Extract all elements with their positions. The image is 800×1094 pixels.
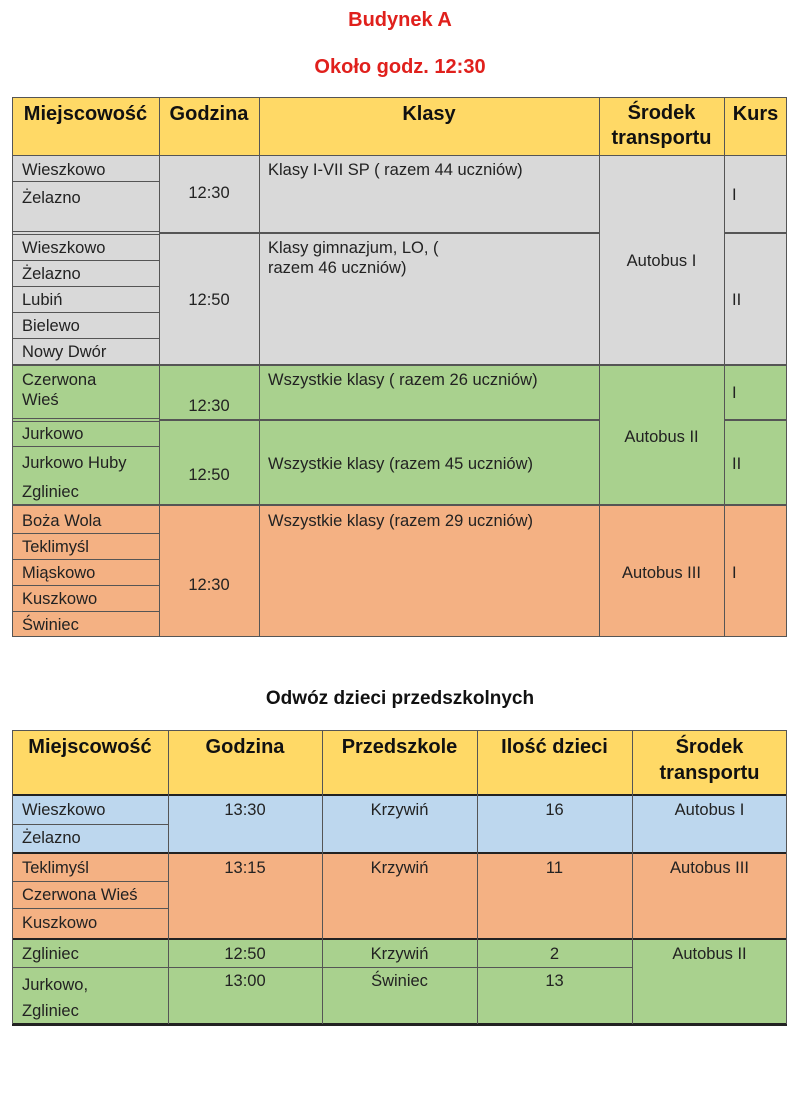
- time-heading: Około godz. 12:30: [314, 56, 486, 78]
- course-cell: I: [732, 384, 737, 402]
- place-cell: Miąskowo: [22, 564, 96, 582]
- course-cell: II: [732, 291, 742, 309]
- place-cell: Jurkowo Huby: [22, 454, 127, 472]
- preschool-cell: Świniec: [371, 972, 428, 990]
- header-klasy: Klasy: [259, 97, 599, 155]
- building-title: Budynek A: [348, 9, 452, 31]
- header-srodek-transportu: Środek transportu: [632, 730, 787, 794]
- place-cell: Boża Wola: [22, 512, 102, 530]
- time-cell: 12:30: [188, 184, 230, 202]
- transport-cell: Autobus III: [670, 859, 749, 877]
- place-cell: Świniec: [22, 616, 79, 634]
- classes-cell: Klasy I-VII SP ( razem 44 uczniów): [268, 161, 523, 179]
- time-cell: 13:30: [224, 801, 266, 819]
- classes-cell: Wszystkie klasy (razem 45 uczniów): [268, 455, 533, 473]
- header-miejscowosc: Miejscowość: [12, 97, 159, 155]
- count-cell: 16: [545, 801, 564, 819]
- time-cell: 12:50: [188, 466, 230, 484]
- course-cell: II: [732, 455, 742, 473]
- time-cell: 12:50: [224, 945, 266, 963]
- place-cell: Nowy Dwór: [22, 343, 107, 361]
- place-cell: Kuszkowo: [22, 914, 98, 932]
- place-cell: Wieszkowo: [22, 801, 106, 819]
- transport-cell: Autobus III: [622, 564, 701, 582]
- transport-cell: Autobus II: [672, 945, 747, 963]
- time-cell: 13:00: [224, 972, 266, 990]
- place-cell: Żelazno: [22, 829, 81, 847]
- place-cell: Bielewo: [22, 317, 80, 335]
- classes-cell: Wszystkie klasy ( razem 26 uczniów): [268, 371, 538, 389]
- header-przedszkole: Przedszkole: [322, 730, 477, 794]
- header-godzina: Godzina: [159, 97, 259, 155]
- transport-cell: Autobus II: [624, 428, 699, 446]
- transport-cell: Autobus I: [674, 801, 745, 819]
- place-cell: Lubiń: [22, 291, 63, 309]
- place-cell: Zgliniec: [22, 945, 79, 963]
- time-cell: 12:30: [188, 397, 230, 415]
- header-miejscowosc: Miejscowość: [12, 730, 168, 794]
- place-cell: Teklimyśl: [22, 859, 89, 877]
- preschool-cell: Krzywiń: [370, 801, 429, 819]
- place-cell: Czerwona Wieś: [22, 371, 97, 409]
- place-cell: Zgliniec: [22, 483, 79, 501]
- place-cell: Wieszkowo: [22, 239, 106, 257]
- transport-cell: Autobus I: [626, 252, 697, 270]
- place-cell: Teklimyśl: [22, 538, 89, 556]
- course-cell: I: [732, 564, 737, 582]
- place-cell: Czerwona Wieś: [22, 886, 138, 904]
- header-ilosc-dzieci: Ilość dzieci: [477, 730, 632, 794]
- classes-cell: Klasy gimnazjum, LO, ( razem 46 uczniów): [268, 239, 439, 277]
- header-kurs: Kurs: [724, 97, 787, 155]
- place-cell: Wieszkowo: [22, 161, 106, 179]
- place-cell: Żelazno: [22, 265, 81, 283]
- classes-cell: Wszystkie klasy (razem 29 uczniów): [268, 512, 533, 530]
- preschool-cell: Krzywiń: [370, 945, 429, 963]
- count-cell: 11: [545, 859, 564, 877]
- place-cell: Jurkowo, Zgliniec: [22, 976, 89, 1021]
- time-cell: 12:50: [188, 291, 230, 309]
- place-cell: Jurkowo: [22, 425, 84, 443]
- count-cell: 2: [549, 945, 560, 963]
- course-cell: I: [732, 186, 737, 204]
- preschool-section-title: Odwóz dzieci przedszkolnych: [265, 688, 535, 709]
- time-cell: 13:15: [224, 859, 266, 877]
- count-cell: 13: [545, 972, 564, 990]
- preschool-cell: Krzywiń: [370, 859, 429, 877]
- time-cell: 12:30: [188, 576, 230, 594]
- place-cell: Żelazno: [22, 189, 81, 207]
- header-godzina: Godzina: [168, 730, 322, 794]
- place-cell: Kuszkowo: [22, 590, 98, 608]
- header-srodek-transportu: Środek transportu: [599, 97, 724, 155]
